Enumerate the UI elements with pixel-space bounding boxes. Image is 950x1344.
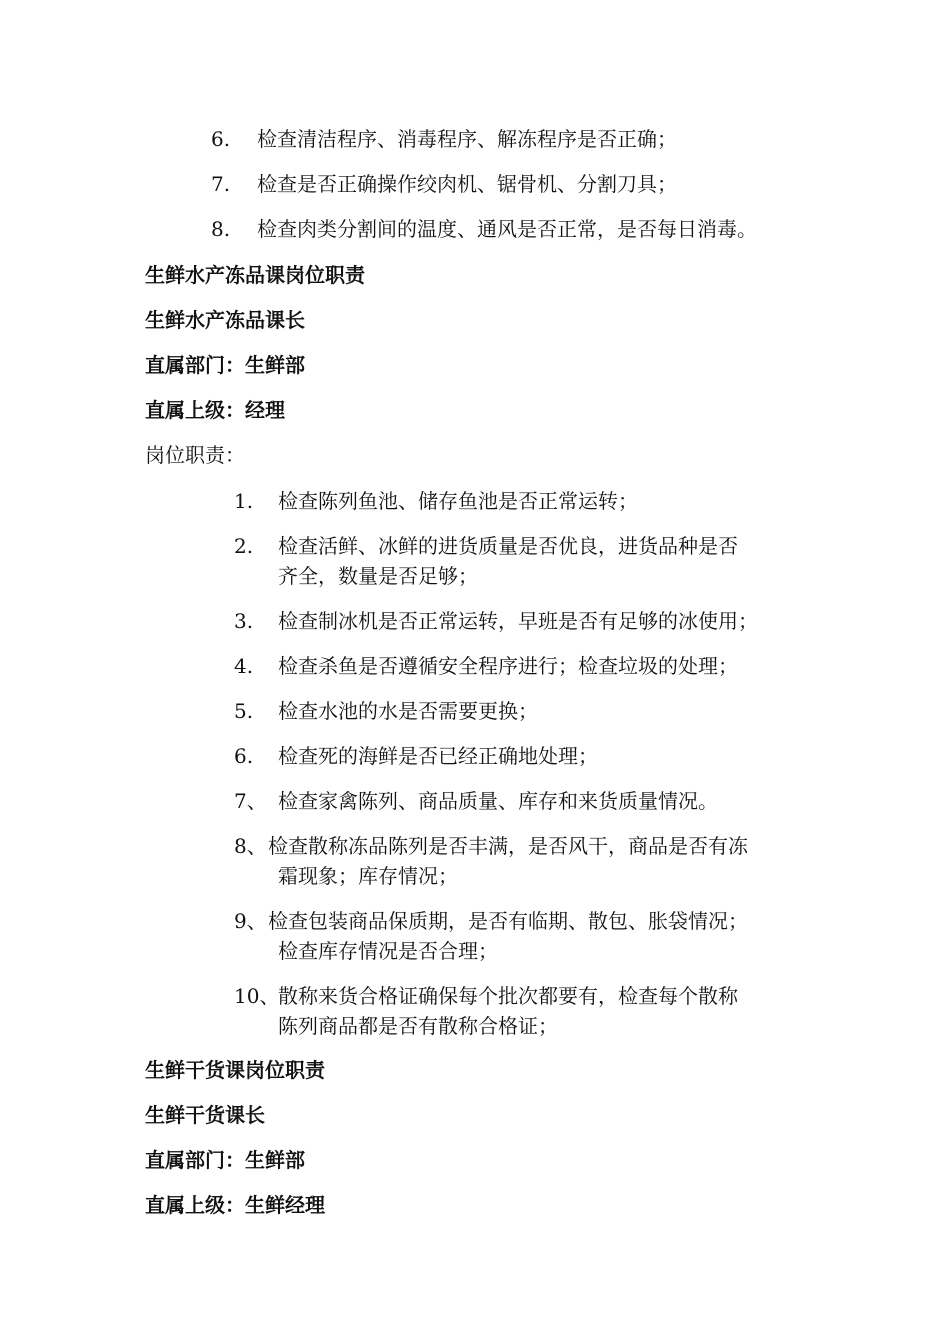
list-item bbox=[234, 488, 638, 514]
item-number: 1. bbox=[234, 489, 254, 513]
item-text: 检查肉类分割间的温度、通风是否正常，是否每日消毒。 bbox=[257, 217, 757, 241]
item-text: 检查水池的水是否需要更换； bbox=[278, 699, 538, 723]
list-item bbox=[234, 908, 748, 934]
position-title: 生鲜水产冻品课长 bbox=[145, 308, 305, 332]
list-item bbox=[234, 533, 738, 559]
item-number: 7. bbox=[211, 172, 231, 196]
item-number: 9、 bbox=[234, 909, 267, 933]
item-text-continuation: 陈列商品都是否有散称合格证； bbox=[278, 1014, 558, 1038]
item-number: 6. bbox=[234, 744, 254, 768]
item-number: 8、 bbox=[234, 834, 267, 858]
list-item bbox=[211, 171, 677, 197]
item-text: 检查杀鱼是否遵循安全程序进行；检查垃圾的处理； bbox=[278, 654, 738, 678]
item-text: 检查活鲜、冰鲜的进货质量是否优良，进货品种是否 bbox=[278, 534, 738, 558]
item-text: 散称来货合格证确保每个批次都要有，检查每个散称 bbox=[278, 984, 738, 1008]
department-line: 直属部门：生鲜部 bbox=[145, 353, 305, 377]
item-number: 4. bbox=[234, 654, 254, 678]
item-number: 2. bbox=[234, 534, 254, 558]
item-number: 6. bbox=[211, 127, 231, 151]
position-title: 生鲜干货课长 bbox=[145, 1103, 265, 1127]
duties-label: 岗位职责： bbox=[145, 443, 245, 467]
item-text-continuation: 齐全，数量是否足够； bbox=[278, 564, 478, 588]
list-item bbox=[234, 788, 718, 814]
item-text: 检查是否正确操作绞肉机、锯骨机、分割刀具； bbox=[257, 172, 677, 196]
list-item bbox=[211, 216, 757, 242]
section-title: 生鲜干货课岗位职责 bbox=[145, 1058, 325, 1082]
superior-line: 直属上级：经理 bbox=[145, 398, 285, 422]
department-line: 直属部门：生鲜部 bbox=[145, 1148, 305, 1172]
item-text: 检查清洁程序、消毒程序、解冻程序是否正确； bbox=[257, 127, 677, 151]
item-number: 8. bbox=[211, 217, 231, 241]
item-text: 检查死的海鲜是否已经正确地处理； bbox=[278, 744, 598, 768]
item-text: 检查包装商品保质期，是否有临期、散包、胀袋情况； bbox=[268, 909, 748, 933]
item-text: 检查陈列鱼池、储存鱼池是否正常运转； bbox=[278, 489, 638, 513]
list-item bbox=[234, 983, 738, 1009]
list-item bbox=[211, 126, 677, 152]
item-text: 检查散称冻品陈列是否丰满，是否风干，商品是否有冻 bbox=[268, 834, 748, 858]
item-text-continuation: 检查库存情况是否合理； bbox=[278, 939, 498, 963]
item-text: 检查家禽陈列、商品质量、库存和来货质量情况。 bbox=[278, 789, 718, 813]
list-item bbox=[234, 653, 738, 679]
item-number: 5. bbox=[234, 699, 254, 723]
item-number: 3. bbox=[234, 609, 254, 633]
item-number: 7、 bbox=[234, 789, 267, 813]
item-number: 10、 bbox=[234, 984, 280, 1008]
superior-line: 直属上级：生鲜经理 bbox=[145, 1193, 325, 1217]
list-item bbox=[234, 608, 758, 634]
item-text: 检查制冰机是否正常运转，早班是否有足够的冰使用； bbox=[278, 609, 758, 633]
list-item bbox=[234, 833, 748, 859]
list-item bbox=[234, 698, 538, 724]
section-title: 生鲜水产冻品课岗位职责 bbox=[145, 263, 365, 287]
item-text-continuation: 霜现象；库存情况； bbox=[278, 864, 458, 888]
list-item bbox=[234, 743, 598, 769]
